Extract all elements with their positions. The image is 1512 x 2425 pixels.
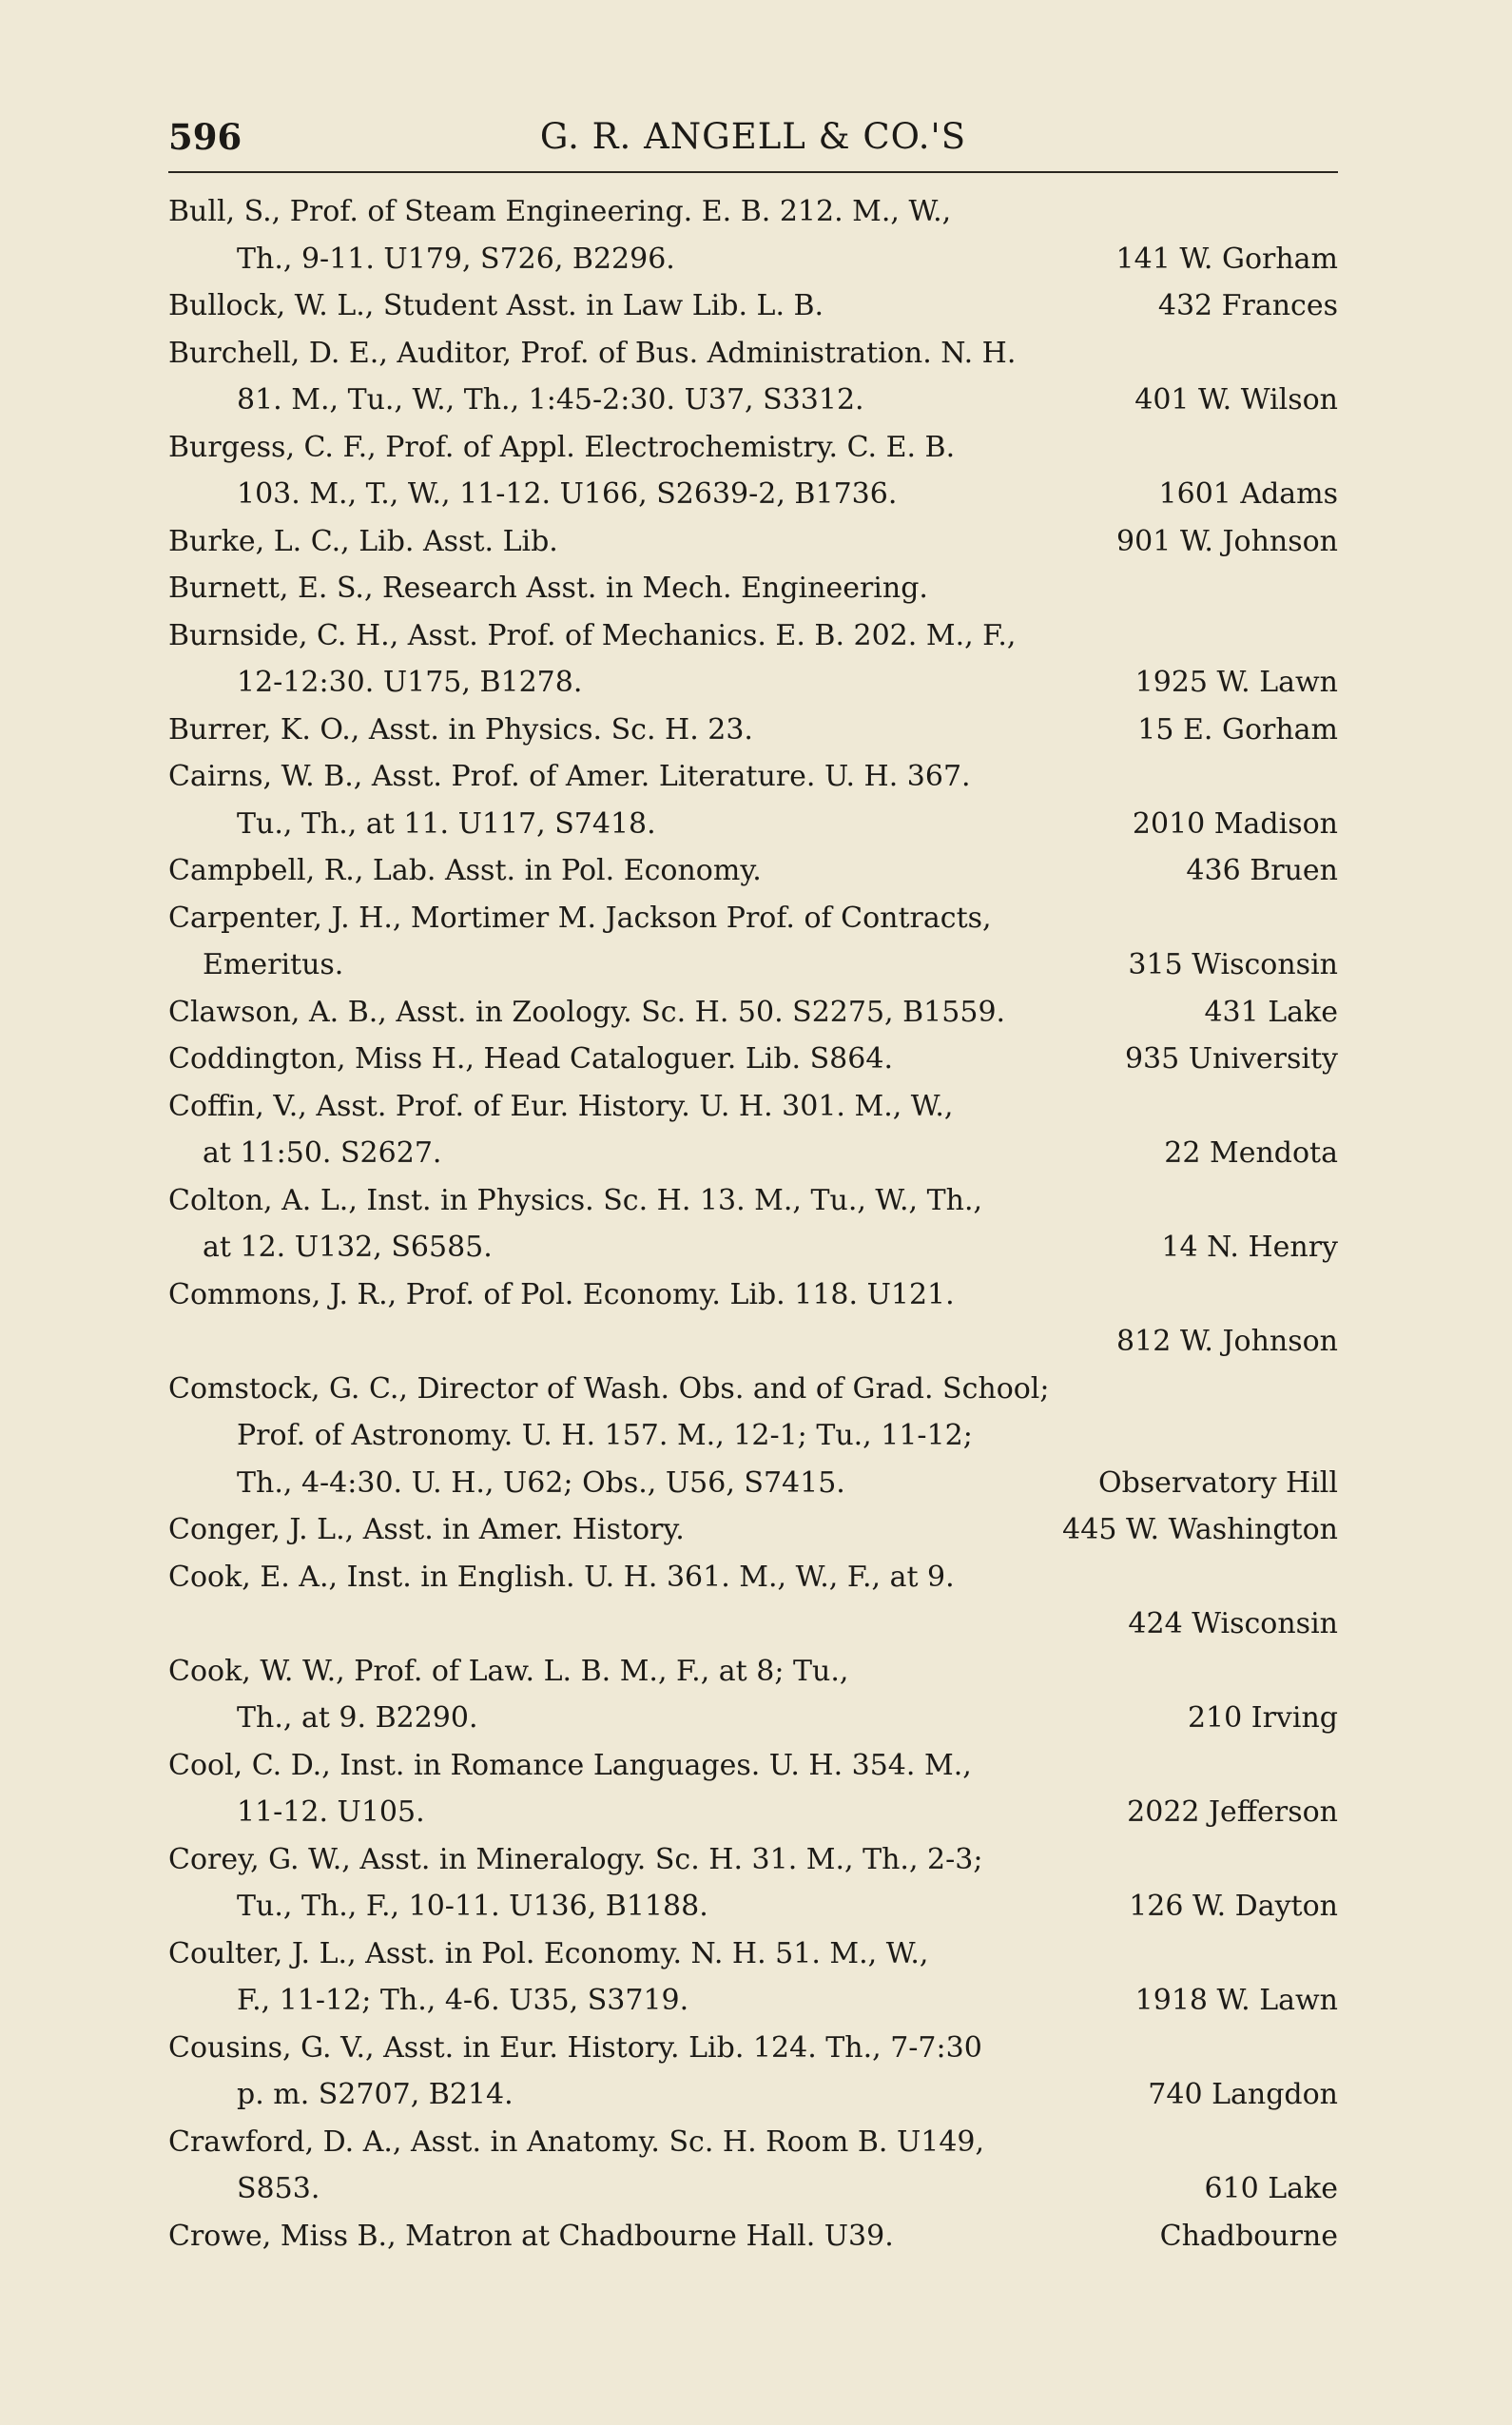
entry-line: Th., 4-4:30. U. H., U62; Obs., U56, S7415. Observatory Hill <box>237 1465 1338 1500</box>
page-number: 596 <box>168 116 242 158</box>
entry-line: S853. 610 Lake <box>237 2172 1338 2205</box>
running-head: G. R. ANGELL & CO.'S <box>539 116 967 157</box>
page-header <box>168 112 1338 173</box>
entry-line: Crowe, Miss B., Matron at Chadbourne Hall. U39. Chadbourne <box>168 2219 1338 2253</box>
entry-line: Crawford, D. A., Asst. in Anatomy. Sc. H. Room B. U149, <box>168 2124 985 2159</box>
entry-line: Burke, L. C., Lib. Asst. Lib. 901 W. Johnson <box>168 524 1338 558</box>
entry-line: Bullock, W. L., Student Asst. in Law Lib. L. B. 432 Frances <box>168 289 1338 322</box>
entry-line: F., 11-12; Th., 4-6. U35, S3719. 1918 W. Lawn <box>237 1984 1338 2017</box>
entry-line: Corey, G. W., Asst. in Mineralogy. Sc. H. 31. M., Th., 2-3; <box>168 1842 983 1876</box>
entry-line: Cook, W. W., Prof. of Law. L. B. M., F., at 8; Tu., <box>168 1654 849 1688</box>
entry-line: Colton, A. L., Inst. in Physics. Sc. H. 13. M., Tu., W., Th., <box>168 1183 983 1217</box>
entry-line: Th., 9-11. U179, S726, B2296. 141 W. Gorham <box>237 242 1338 276</box>
entry-line: Carpenter, J. H., Mortimer M. Jackson Prof. of Contracts, <box>168 901 992 935</box>
entry-line: Burnett, E. S., Research Asst. in Mech. Engineering. <box>168 572 928 605</box>
entry-line: Th., at 9. B2290. 210 Irving <box>237 1701 1338 1735</box>
entry-line: Tu., Th., at 11. U117, S7418. 2010 Madison <box>237 806 1338 841</box>
entry-line: Cairns, W. B., Asst. Prof. of Amer. Literature. U. H. 367. <box>168 760 971 793</box>
entry-line: 103. M., T., W., 11-12. U166, S2639-2, B1736. 1601 Adams <box>237 477 1338 511</box>
entry-line: Bull, S., Prof. of Steam Engineering. E. B. 212. M., W., <box>168 195 952 228</box>
entry-line: Prof. of Astronomy. U. H. 157. M., 12-1; Tu., 11-12; <box>237 1419 973 1452</box>
entry-line: Coulter, J. L., Asst. in Pol. Economy. N. H. 51. M., W., <box>168 1936 929 1970</box>
entry-line: Coffin, V., Asst. Prof. of Eur. History. U. H. 301. M., W., <box>168 1089 954 1123</box>
entry-line: 812 W. Johnson <box>1116 1325 1338 1358</box>
entry-line: Campbell, R., Lab. Asst. in Pol. Economy. 436 Bruen <box>168 854 1338 887</box>
entry-line: Cook, E. A., Inst. in English. U. H. 361. M., W., F., at 9. <box>168 1560 955 1594</box>
entry-line: Conger, J. L., Asst. in Amer. History. 445 W. Washington <box>168 1513 1338 1546</box>
entry-line: Cousins, G. V., Asst. in Eur. History. Lib. 124. Th., 7-7:30 <box>168 2030 982 2065</box>
entry-line: Burrer, K. O., Asst. in Physics. Sc. H. 23. 15 E. Gorham <box>168 712 1338 747</box>
entry-line: 11-12. U105. 2022 Jefferson <box>237 1795 1338 1829</box>
entry-line: Emeritus. 315 Wisconsin <box>203 948 1338 981</box>
entry-line: Burchell, D. E., Auditor, Prof. of Bus. Administration. N. H. <box>168 336 1017 370</box>
entry-line: at 11:50. S2627. 22 Mendota <box>203 1136 1338 1170</box>
entry-line: Tu., Th., F., 10-11. U136, B1188. 126 W. Dayton <box>237 1890 1338 1923</box>
entry-line: p. m. S2707, B214. 740 Langdon <box>237 2078 1338 2111</box>
entry-line: 12-12:30. U175, B1278. 1925 W. Lawn <box>237 666 1338 699</box>
entry-line: Comstock, G. C., Director of Wash. Obs. and of Grad. School; <box>168 1371 1050 1406</box>
entry-line: at 12. U132, S6585. 14 N. Henry <box>203 1231 1338 1264</box>
entry-line: Burnside, C. H., Asst. Prof. of Mechanics. E. B. 202. M., F., <box>168 618 1017 652</box>
entry-line: Commons, J. R., Prof. of Pol. Economy. Lib. 118. U121. <box>168 1277 955 1311</box>
entry-line: Cool, C. D., Inst. in Romance Languages. U. H. 354. M., <box>168 1748 972 1782</box>
directory-entries <box>168 188 1338 2260</box>
entry-line: Clawson, A. B., Asst. in Zoology. Sc. H. 50. S2275, B1559. 431 Lake <box>168 995 1338 1029</box>
entry-line: 81. M., Tu., W., Th., 1:45-2:30. U37, S3312. 401 W. Wilson <box>237 383 1338 417</box>
entry-line: Burgess, C. F., Prof. of Appl. Electrochemistry. C. E. B. <box>168 430 956 464</box>
entry-line: 424 Wisconsin <box>1128 1607 1338 1640</box>
entry-line: Coddington, Miss H., Head Cataloguer. Lib. S864. 935 University <box>168 1042 1338 1076</box>
